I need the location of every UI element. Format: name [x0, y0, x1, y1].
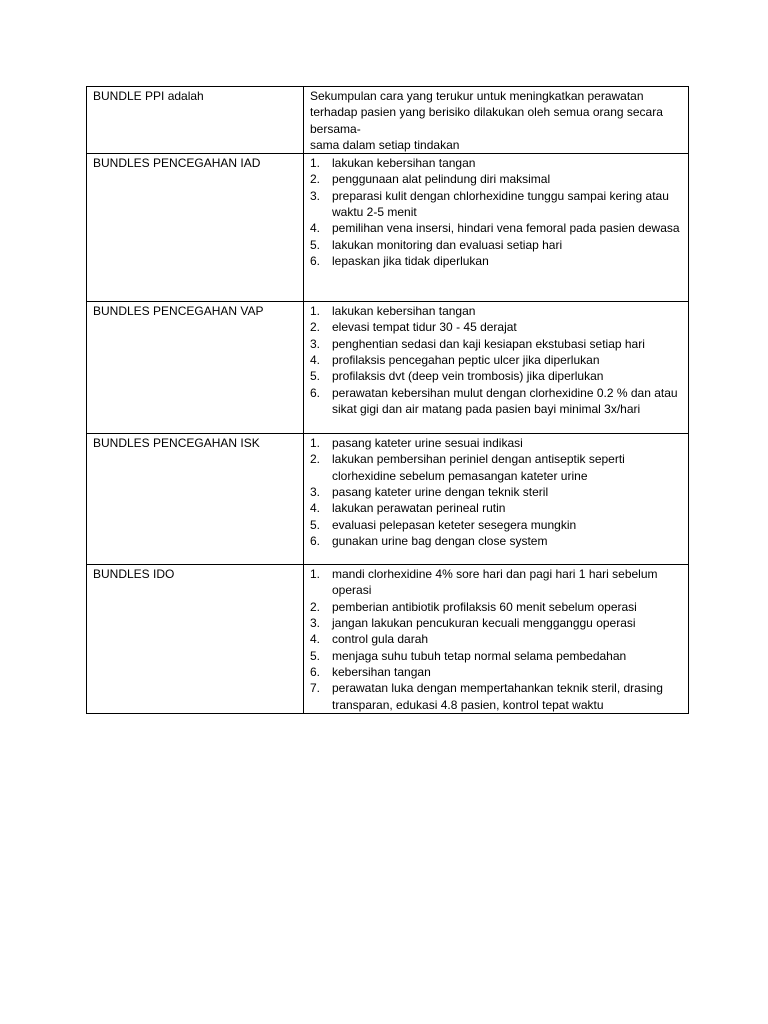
numbered-list — [310, 566, 683, 713]
table-row-isk — [87, 434, 689, 565]
table-row-iad — [87, 154, 689, 302]
list-item-number: 4. — [310, 221, 321, 236]
list-item — [310, 171, 683, 187]
list-item-text: evaluasi pelepasan keteter sesegera mungkin — [332, 517, 577, 532]
list-item-number: 5. — [310, 517, 321, 532]
list-item-number: 4. — [310, 353, 321, 368]
list-item-text: lakukan kebersihan tangan — [332, 156, 476, 171]
row-label: BUNDLE PPI adalah — [87, 87, 304, 154]
numbered-list — [310, 303, 683, 417]
list-item-number: 3. — [310, 188, 321, 203]
list-item — [310, 368, 683, 384]
list-item-number: 3. — [310, 485, 321, 500]
list-item-text: control gula darah — [332, 632, 429, 647]
list-item-text: pemberian antibiotik profilaksis 60 menit sebelum operasi — [332, 599, 637, 614]
list-item — [310, 188, 683, 221]
table-row-ppi-definition — [87, 87, 689, 154]
list-item-number: 6. — [310, 664, 321, 679]
list-item-text: kebersihan tangan — [332, 664, 431, 679]
list-item-text: penghentian sedasi dan kaji kesiapan ekstubasi setiap hari — [332, 336, 645, 351]
list-item — [310, 336, 683, 352]
list-item — [310, 680, 683, 713]
row-items — [304, 302, 689, 434]
list-item-text: menjaga suhu tubuh tetap normal selama pembedahan — [332, 648, 627, 663]
list-item — [310, 237, 683, 253]
list-item — [310, 631, 683, 647]
row-items — [304, 154, 689, 302]
list-item-number: 5. — [310, 369, 321, 384]
list-item-text: lepaskan jika tidak diperlukan — [332, 253, 489, 268]
table-row-vap — [87, 302, 689, 434]
list-item — [310, 599, 683, 615]
row-label: BUNDLES PENCEGAHAN ISK — [87, 434, 304, 565]
list-item — [310, 385, 683, 418]
bundles-table — [86, 86, 689, 714]
list-item — [310, 319, 683, 335]
list-item-text: mandi clorhexidine 4% sore hari dan pagi hari 1 hari sebelum operasi — [332, 567, 658, 598]
row-label: BUNDLES PENCEGAHAN IAD — [87, 154, 304, 302]
list-item — [310, 435, 683, 451]
list-item-number: 3. — [310, 336, 321, 351]
definition-text: Sekumpulan cara yang terukur untuk meningkatkan perawatan terhadap pasien yang berisiko dilakukan oleh semua orang secara bersama- sama dalam setiap tindakan — [310, 89, 663, 152]
list-item — [310, 566, 683, 599]
list-item-number: 1. — [310, 156, 321, 171]
list-item-number: 1. — [310, 567, 321, 582]
list-item-text: perawatan kebersihan mulut dengan clorhexidine 0.2 % dan atau sikat gigi dan air matang pada pasien bayi minimal 3x/hari — [332, 385, 678, 416]
list-item-text: elevasi tempat tidur 30 - 45 derajat — [332, 320, 517, 335]
list-item-text: jangan lakukan pencukuran kecuali mengganggu operasi — [332, 616, 636, 631]
list-item — [310, 352, 683, 368]
table-row-ido — [87, 565, 689, 714]
list-item-text: pasang kateter urine dengan teknik steril — [332, 485, 549, 500]
list-item-number: 5. — [310, 648, 321, 663]
list-item-text: lakukan perawatan perineal rutin — [332, 501, 506, 516]
row-label: BUNDLES PENCEGAHAN VAP — [87, 302, 304, 434]
list-item — [310, 615, 683, 631]
list-item-number: 6. — [310, 253, 321, 268]
list-item-number: 2. — [310, 320, 321, 335]
list-item — [310, 484, 683, 500]
list-item-number: 6. — [310, 385, 321, 400]
list-item — [310, 648, 683, 664]
list-item-number: 2. — [310, 599, 321, 614]
numbered-list — [310, 155, 683, 269]
list-item-number: 2. — [310, 172, 321, 187]
list-item-text: gunakan urine bag dengan close system — [332, 533, 548, 548]
list-item-number: 2. — [310, 452, 321, 467]
list-item — [310, 253, 683, 269]
row-items — [304, 434, 689, 565]
list-item-text: lakukan pembersihan periniel dengan antiseptik seperti clorhexidine sebelum pemasangan kateter urine — [332, 452, 625, 483]
row-items — [304, 565, 689, 714]
list-item-text: lakukan monitoring dan evaluasi setiap hari — [332, 237, 563, 252]
list-item-text: profilaksis pencegahan peptic ulcer jika diperlukan — [332, 353, 600, 368]
list-item-text: perawatan luka dengan mempertahankan teknik steril, drasing transparan, edukasi 4.8 pasien, kontrol tepat waktu — [332, 681, 663, 712]
list-item-number: 4. — [310, 632, 321, 647]
list-item-text: preparasi kulit dengan chlorhexidine tunggu sampai kering atau waktu 2-5 menit — [332, 188, 669, 220]
list-item — [310, 533, 683, 549]
list-item — [310, 303, 683, 319]
numbered-list — [310, 435, 683, 549]
list-item-text: profilaksis dvt (deep vein trombosis) jika diperlukan — [332, 369, 604, 384]
list-item — [310, 220, 683, 236]
row-label: BUNDLES IDO — [87, 565, 304, 714]
list-item-text: pemilihan vena insersi, hindari vena femoral pada pasien dewasa — [332, 221, 680, 236]
list-item-text: penggunaan alat pelindung diri maksimal — [332, 172, 551, 187]
list-item-text: pasang kateter urine sesuai indikasi — [332, 436, 523, 451]
list-item-number: 1. — [310, 304, 321, 319]
list-item — [310, 517, 683, 533]
list-item-text: lakukan kebersihan tangan — [332, 304, 476, 319]
list-item-number: 1. — [310, 436, 321, 451]
list-item — [310, 664, 683, 680]
list-item-number: 5. — [310, 237, 321, 252]
list-item — [310, 500, 683, 516]
list-item — [310, 155, 683, 171]
list-item-number: 3. — [310, 616, 321, 631]
list-item — [310, 451, 683, 484]
list-item-number: 7. — [310, 681, 321, 696]
list-item-number: 4. — [310, 501, 321, 516]
row-description — [304, 87, 689, 154]
list-item-number: 6. — [310, 533, 321, 548]
